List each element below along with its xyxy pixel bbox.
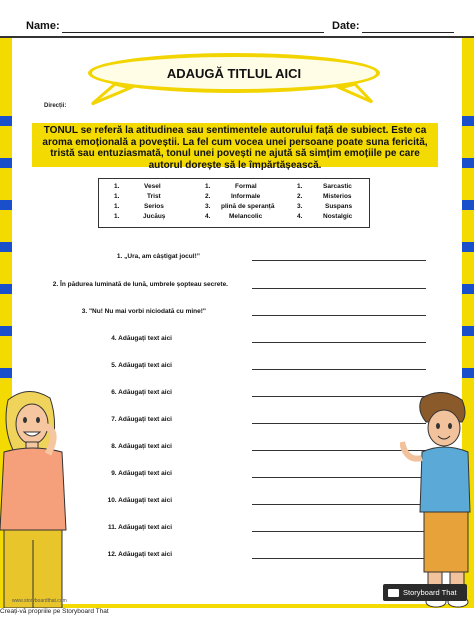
question-8: 8. Adăugați text aici — [111, 443, 172, 450]
boy-character-illustration — [400, 392, 474, 608]
question-3: 3. "Nu! Nu mai vorbi niciodată cu mine!" — [81, 308, 206, 315]
word-number: 1. — [205, 183, 211, 190]
watermark-url: www.storyboardthat.com — [12, 598, 67, 604]
word-bank-item: Suspans — [325, 203, 353, 210]
question-10: 10. Adăugați text aici — [107, 497, 172, 504]
word-bank-item: Vesel — [144, 183, 161, 190]
word-bank-item: Formal — [235, 183, 257, 190]
footer-text[interactable]: Creați-vă propriile pe Storyboard That — [0, 608, 109, 615]
word-bank-table — [98, 178, 370, 228]
date-label: Date: — [332, 20, 360, 32]
word-number: 1. — [114, 213, 120, 220]
word-bank-item: Serios — [144, 203, 164, 210]
question-1: 1. „Ura, am câștigat jocul!” — [116, 253, 200, 260]
bubble-tail-right — [340, 84, 372, 102]
question-2: 2. În pădurea luminată de lună, umbrele șopteau secrete. — [52, 281, 228, 288]
question-5: 5. Adăugați text aici — [111, 362, 172, 369]
answer-line-5[interactable] — [252, 369, 426, 370]
question-6: 6. Adăugați text aici — [111, 389, 172, 396]
word-bank-item: Misterios — [323, 193, 352, 200]
bubble-tail-left — [92, 84, 130, 104]
answer-line-3[interactable] — [252, 315, 426, 316]
answer-line-4[interactable] — [252, 342, 426, 343]
directions-label: Direcții: — [44, 103, 67, 109]
word-bank-item: Informale — [231, 193, 261, 200]
word-number: 1. — [297, 183, 303, 190]
word-bank-item: plină de speranță — [221, 203, 275, 210]
word-number: 1. — [114, 183, 120, 190]
word-number: 4. — [205, 213, 211, 220]
question-7: 7. Adăugați text aici — [111, 416, 172, 423]
word-number: 3. — [297, 203, 303, 210]
tone-definition-text: TONUL se referă la atitudinea sau sentimentele autorului față de subiect. Este ca aroma emoțională a poveștii. La fel cum vocea unei persoane poate suna fericită, tristă sau entuziasmată, tonul unei povești ne ajută să simțim emoțiile pe care autorul dorește să le împărtășească. — [42, 125, 428, 171]
word-number: 1. — [114, 193, 120, 200]
tone-definition-box — [32, 123, 438, 171]
word-bank-item: Nostalgic — [323, 213, 353, 220]
word-number: 4. — [297, 213, 303, 220]
word-number: 2. — [205, 193, 211, 200]
page-title: ADAUGĂ TITLUL AICI — [166, 65, 302, 81]
word-number: 2. — [297, 193, 303, 200]
storyboard-logo-icon — [388, 589, 399, 597]
girl-character-illustration — [0, 390, 80, 608]
word-bank-item: Melancolic — [229, 213, 263, 220]
word-bank-item: Sarcastic — [323, 183, 352, 190]
word-bank-item: Jucăuș — [143, 213, 166, 220]
name-label: Name: — [26, 20, 60, 32]
question-9: 9. Adăugați text aici — [111, 470, 172, 477]
question-4: 4. Adăugați text aici — [111, 335, 172, 342]
title-bubble[interactable] — [88, 53, 380, 93]
answer-line-2[interactable] — [252, 288, 426, 289]
storyboard-that-logo — [383, 584, 467, 601]
question-12: 12. Adăugați text aici — [107, 551, 172, 558]
storyboard-logo-text: Storyboard That — [403, 588, 457, 597]
word-number: 1. — [114, 203, 120, 210]
answer-line-1[interactable] — [252, 260, 426, 261]
question-11: 11. Adăugați text aici — [107, 524, 172, 531]
word-number: 3. — [205, 203, 211, 210]
word-bank-item: Trist — [147, 193, 161, 200]
